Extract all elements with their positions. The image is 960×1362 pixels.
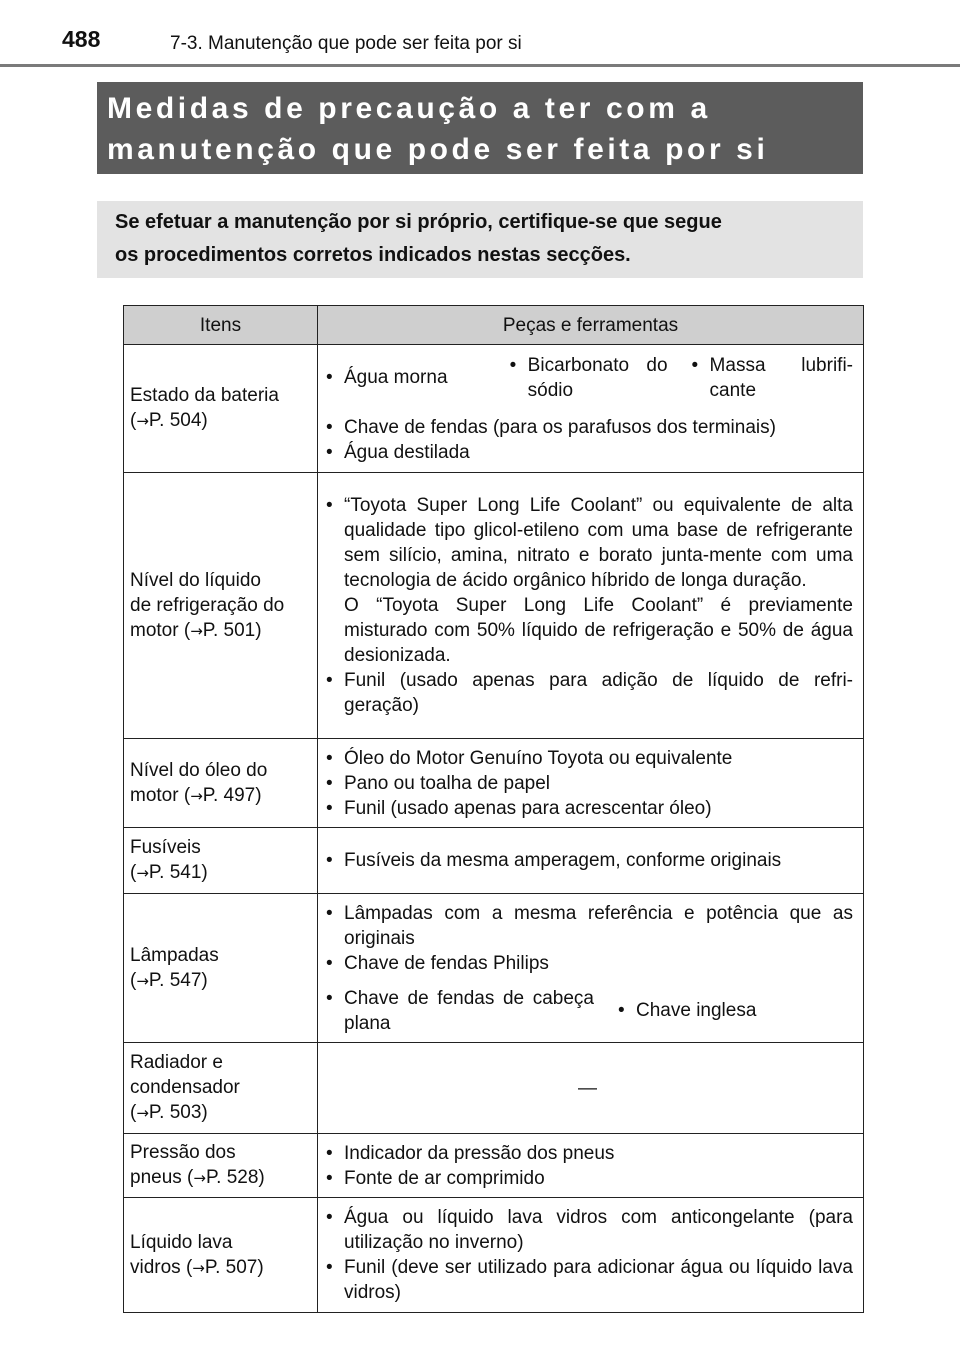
arrow-icon: → xyxy=(136,412,149,430)
page-reference[interactable]: P. 501) xyxy=(202,619,262,641)
parts-cell xyxy=(318,1134,864,1198)
table-row xyxy=(124,1134,864,1198)
arrow-icon: → xyxy=(193,1169,206,1187)
header-divider xyxy=(0,64,960,67)
list-item: • Chave inglesa xyxy=(614,998,756,1023)
parts-cell xyxy=(318,1198,864,1313)
intro-box xyxy=(97,201,863,278)
header-items: Itens xyxy=(124,306,318,345)
arrow-icon: → xyxy=(136,1104,149,1122)
list-item: • Funil (deve ser utilizado para adicionar água ou líquido lava vidros) xyxy=(322,1255,853,1305)
table-row xyxy=(124,739,864,828)
page-reference[interactable]: P. 504) xyxy=(148,410,208,431)
parts-cell xyxy=(318,345,864,473)
item-line: Fusíveis xyxy=(130,837,201,858)
item-line: Nível do óleo do xyxy=(130,759,268,781)
item-text: motor ( xyxy=(130,619,191,641)
list-item: • Pano ou toalha de papel xyxy=(322,771,853,796)
arrow-icon: → xyxy=(136,971,149,990)
item-line: Nível do líquido xyxy=(130,569,261,591)
list-item: • Indicador da pressão dos pneus xyxy=(322,1141,853,1166)
list-item: • Chave de fendas Philips xyxy=(322,951,853,976)
arrow-icon: → xyxy=(190,786,203,805)
item-cell xyxy=(124,739,318,828)
parts-columns xyxy=(322,986,853,1036)
list-item: • Chave de fendas (para os parafusos dos terminais) xyxy=(322,415,853,440)
table-row xyxy=(124,894,864,1043)
title-banner xyxy=(97,82,863,174)
table-row xyxy=(124,473,864,739)
item-cell xyxy=(124,828,318,894)
parts-cell xyxy=(318,1043,864,1134)
table-row xyxy=(124,828,864,894)
item-cell xyxy=(124,1043,318,1134)
list-item: • Fonte de ar comprimido xyxy=(322,1166,853,1191)
page-number: 488 xyxy=(62,26,101,52)
page-reference[interactable]: P. 528) xyxy=(205,1167,265,1188)
item-line xyxy=(130,1255,311,1281)
item-line: Radiador e xyxy=(130,1052,223,1073)
item-line: de refrigeração do xyxy=(130,594,285,616)
maintenance-table xyxy=(123,305,864,1313)
list-item: • Chave de fendas de cabeça plana xyxy=(322,986,594,1036)
item-line: condensador xyxy=(130,1077,240,1098)
item-text: ( xyxy=(130,1102,137,1123)
item-line: Pressão dos xyxy=(130,1142,236,1163)
empty-dash: — xyxy=(578,1077,597,1099)
section-label: 7-3. Manutenção que pode ser feita por si xyxy=(170,33,522,54)
parts-cell xyxy=(318,828,864,894)
table-row xyxy=(124,1043,864,1134)
intro-line-1: Se efetuar a manutenção por si próprio, certifique-se que segue xyxy=(115,211,722,233)
list-item-continuation: O “Toyota Super Long Life Coolant” é previamente misturado com 50% líquido de refrigeração e 50% de água desionizada. xyxy=(344,595,853,666)
list-item: • Fusíveis da mesma amperagem, conforme originais xyxy=(322,848,853,873)
parts-columns xyxy=(322,353,853,403)
item-line xyxy=(130,1100,311,1126)
list-item: • Bicarbonato do sódio xyxy=(506,353,668,403)
title-line-1: Medidas de precaução a ter com a xyxy=(107,92,711,125)
item-line xyxy=(130,860,311,886)
item-cell xyxy=(124,345,318,473)
list-item: • Água ou líquido lava vidros com anticongelante (para utilização no inverno) xyxy=(322,1205,853,1255)
list-item: • Água morna xyxy=(322,365,486,390)
intro-line-2: os procedimentos corretos indicados nestas secções. xyxy=(115,244,631,266)
arrow-icon: → xyxy=(192,1258,205,1277)
list-item: • Massa lubrifi-cante xyxy=(688,353,853,403)
item-text: ( xyxy=(130,969,137,991)
item-cell xyxy=(124,894,318,1043)
item-line: Estado da bateria xyxy=(130,385,279,406)
item-text: vidros ( xyxy=(130,1256,193,1278)
table-row xyxy=(124,1198,864,1313)
item-text: motor ( xyxy=(130,784,191,806)
arrow-icon: → xyxy=(136,864,149,882)
table-row xyxy=(124,345,864,473)
item-line: Líquido lava xyxy=(130,1231,233,1253)
page-reference[interactable]: P. 507) xyxy=(204,1256,264,1278)
parts-cell xyxy=(318,473,864,739)
list-item: • Água destilada xyxy=(322,440,853,465)
list-item: • Lâmpadas com a mesma referência e potência que as originais xyxy=(322,901,853,951)
item-text: ( xyxy=(130,410,137,431)
item-cell xyxy=(124,1134,318,1198)
page-reference[interactable]: P. 547) xyxy=(148,969,208,991)
title-line-2: manutenção que pode ser feita por si xyxy=(107,133,769,166)
page-reference[interactable]: P. 497) xyxy=(202,784,262,806)
table-header-row xyxy=(124,306,864,345)
item-line xyxy=(130,408,311,434)
item-text: ( xyxy=(130,862,137,883)
list-item: • Funil (usado apenas para acrescentar óleo) xyxy=(322,796,853,821)
page-reference[interactable]: P. 503) xyxy=(148,1102,208,1123)
item-cell xyxy=(124,1198,318,1313)
item-line xyxy=(130,783,311,809)
item-line xyxy=(130,1165,311,1191)
list-item: • Funil (usado apenas para adição de líquido de refri-geração) xyxy=(322,668,853,718)
item-text: pneus ( xyxy=(130,1167,194,1188)
item-cell xyxy=(124,473,318,739)
list-item: • Óleo do Motor Genuíno Toyota ou equivalente xyxy=(322,746,853,771)
list-item: • “Toyota Super Long Life Coolant” ou equivalente de alta qualidade tipo glicol-etileno com uma base de refrigerante sem silício, amina, nitrato e borato junta-mente com uma tecnologia de ácido orgânico híbrido de longa duração. xyxy=(322,493,853,593)
arrow-icon: → xyxy=(190,621,203,640)
page-reference[interactable]: P. 541) xyxy=(148,862,208,883)
parts-cell xyxy=(318,739,864,828)
header-parts-tools: Peças e ferramentas xyxy=(318,306,864,345)
parts-cell xyxy=(318,894,864,1043)
item-line xyxy=(130,968,311,994)
item-line: Lâmpadas xyxy=(130,944,219,966)
item-line xyxy=(130,618,311,644)
